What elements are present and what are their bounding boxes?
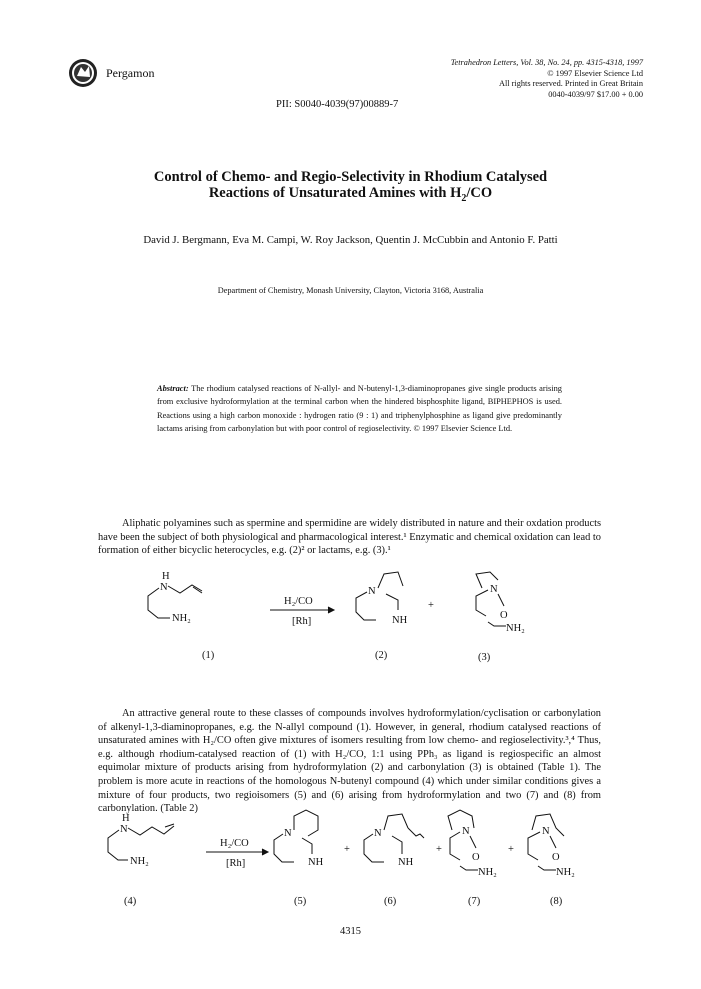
plus-sign: +: [436, 844, 442, 855]
pii: PII: S0040-4039(97)00889-7: [276, 99, 399, 110]
n-atom: N: [462, 826, 470, 837]
h-atom: H: [162, 571, 170, 582]
h-atom: H: [122, 813, 130, 824]
nh-group: NH: [398, 857, 414, 868]
n-atom: N: [284, 828, 292, 839]
title-line-2: Reactions of Unsaturated Amines with $H_2/CO$: [208, 185, 493, 204]
n-atom: N: [160, 582, 168, 593]
label-compound-6: (6): [384, 896, 397, 907]
abstract-label: Abstract:: [157, 384, 189, 393]
n-atom: N: [490, 584, 498, 595]
nh-group: NH: [308, 857, 324, 868]
reagent-h2co: H₂/CO: [284, 596, 313, 607]
plus-sign: +: [508, 844, 514, 855]
catalyst-rh: [Rh]: [292, 616, 312, 627]
journal-info: [451, 58, 643, 100]
compound-8-structure: [528, 814, 575, 878]
label-compound-2: (2): [375, 650, 388, 661]
article-title: [40, 169, 661, 207]
title-line-1: Control of Chemo- and Regio-Selectivity in Rhodium Catalysed: [153, 169, 548, 185]
authors: David J. Bergmann, Eva M. Campi, W. Roy Jackson, Quentin J. McCubbin and Antonio F. Patti: [143, 234, 558, 246]
nh2-group: NH₂: [130, 856, 149, 867]
page-number: 4315: [340, 926, 361, 937]
nh-group: NH: [392, 615, 408, 626]
paragraph-2: An attractive general route to these classes of compounds involves hydroformylation/cyclisation or carbonylation of alkenyl-1,3-diaminopropanes, e.g. the N-allyl compound (1). However, in general, rhodium catalysed reactions of unsaturated amines with H₂/CO often give mixtures of isomers resulting from low chemo- and regioselectivity.³,⁴ Thus, e.g. although rhodium-catalysed reaction of (1) with H₂/CO, 1:1 using PPh₃ as ligand is regiospecific an almost equimolar mixture of products arising from hydroformylation (2) and carbonylation (3) is obtained (Table 1). The problem is more acute in reactions of the homologous N-butenyl compound (4) which under similar conditions gives a mixture of four products, two regioisomers (5) and (6) arising from hydroformylation and two (7) and (8) from carbonylation. (Table 2): [98, 708, 601, 815]
reaction-arrow-1: [270, 596, 334, 627]
n-atom: N: [120, 824, 128, 835]
n-atom: N: [542, 826, 550, 837]
paragraph-1: Aliphatic polyamines such as spermine and spermidine are widely distributed in nature and their oxdation products have been the subject of both physiological and pharmacological interest.¹ Enzymatic and chemical oxidation can lead to formation of either bicyclic heterocycles, e.g. (2)² or lactams, e.g. (3).¹: [98, 518, 601, 557]
publisher-name: Pergamon: [106, 66, 155, 80]
affiliation: Department of Chemistry, Monash University, Clayton, Victoria 3168, Australia: [217, 286, 484, 295]
reaction-arrow-2: [206, 838, 268, 869]
reagent-h2co: H₂/CO: [220, 838, 249, 849]
reaction-scheme-2: [98, 808, 601, 918]
nh2-group: NH₂: [556, 867, 575, 878]
label-compound-5: (5): [294, 896, 307, 907]
compound-1-structure: [148, 571, 202, 624]
pergamon-logo: [68, 58, 98, 88]
rights-line: All rights reserved. Printed in Great Britain: [498, 79, 643, 89]
o-atom: O: [500, 610, 508, 621]
copyright-line: © 1997 Elsevier Science Ltd: [547, 68, 643, 78]
label-compound-3: (3): [478, 652, 491, 663]
issn-line: 0040-4039/97 $17.00 + 0.00: [548, 89, 643, 99]
n-atom: N: [374, 828, 382, 839]
label-compound-4: (4): [124, 896, 137, 907]
compound-4-structure: [108, 813, 174, 867]
catalyst-rh: [Rh]: [226, 858, 246, 869]
compound-6-structure: [364, 814, 424, 868]
plus-sign: +: [344, 844, 350, 855]
reaction-scheme-1: [98, 566, 601, 676]
plus-sign: +: [428, 600, 434, 611]
nh2-group: NH₂: [478, 867, 497, 878]
compound-2-structure: [356, 572, 408, 626]
o-atom: O: [472, 852, 480, 863]
nh2-group: NH₂: [506, 623, 525, 634]
label-compound-8: (8): [550, 896, 563, 907]
compound-3-structure: [476, 572, 525, 634]
label-compound-7: (7): [468, 896, 481, 907]
compound-7-structure: [448, 810, 497, 878]
journal-citation: Tetrahedron Letters, Vol. 38, No. 24, pp. 4315-4318, 1997: [450, 58, 643, 67]
abstract-text: The rhodium catalysed reactions of N-allyl- and N-butenyl-1,3-diaminopropanes give single products arising from exclusive hydroformylation at the terminal carbon when the hindered bisphosphite ligand, BIPHEPHOS is used. Reactions using a high carbon monoxide : hydrogen ratio (9 : 1) and triphenylphosphine as ligand give predominantly lactams arising from carbonylation but with poor control of regioselectivity. © 1997 Elsevier Science Ltd.: [157, 384, 562, 434]
n-atom: N: [368, 586, 376, 597]
label-compound-1: (1): [202, 650, 215, 661]
compound-5-structure: [274, 810, 324, 868]
o-atom: O: [552, 852, 560, 863]
nh2-group: NH₂: [172, 613, 191, 624]
abstract: [157, 382, 562, 436]
